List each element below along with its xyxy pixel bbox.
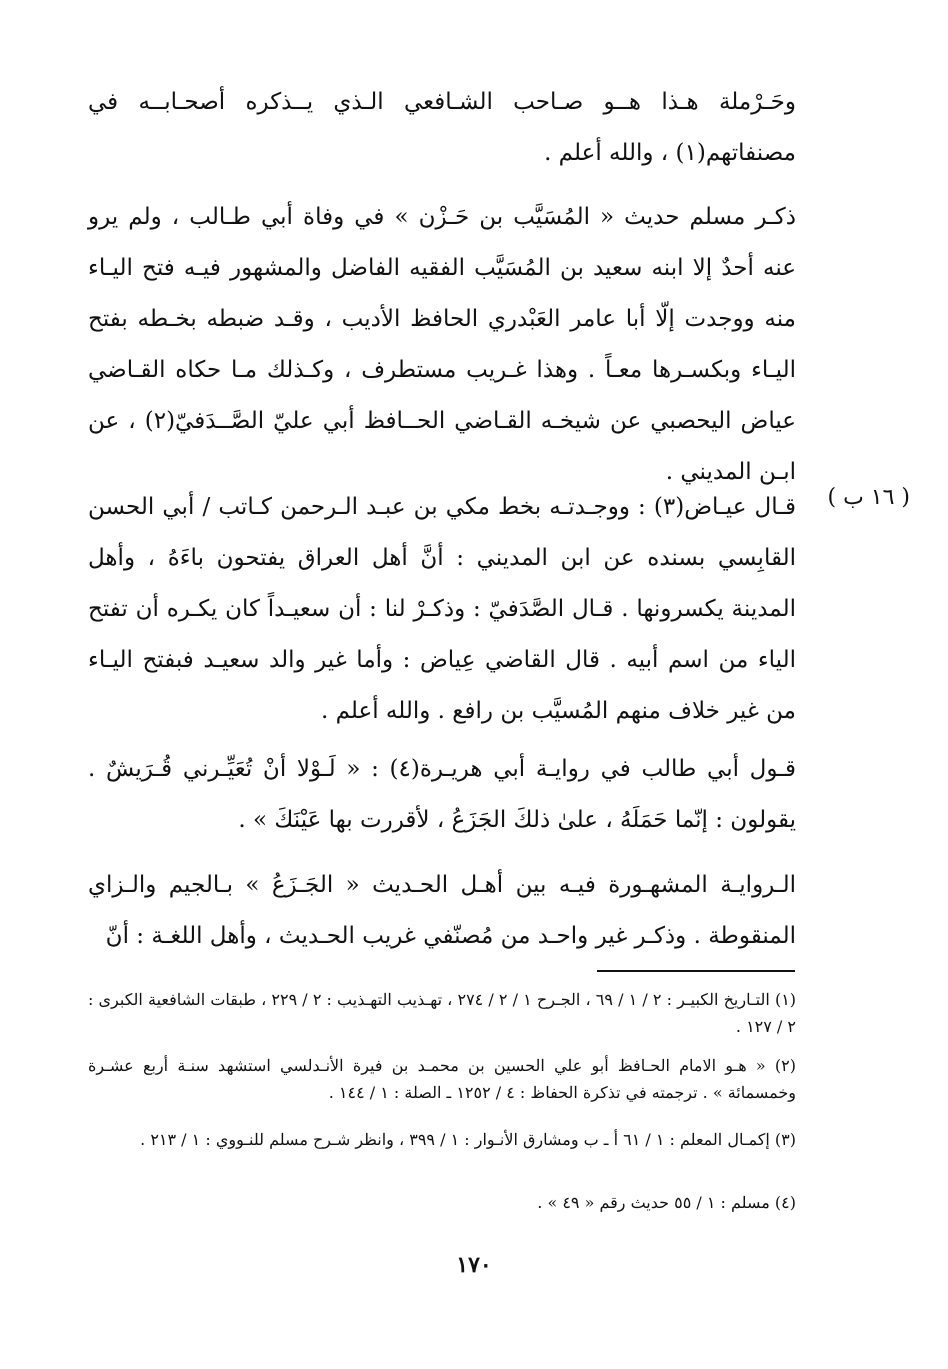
footnote-3: (٣) إكمـال المعلم : ١ / ٦١ أ ـ ب ومشارق الأنـوار : ١ / ٣٩٩ ، وانظر شـرح مسلم للنـووي : ١ / ٢١٣ . <box>140 1130 796 1149</box>
footnote-4: (٤) مسلم : ١ / ٥٥ حديث رقم « ٤٩ » . <box>537 1193 796 1212</box>
paragraph-abu-talib: قـول أبي طالب في روايـة أبي هريـرة(٤) : « لَـوْلا أنْ تُعَيِّـرني قُـرَيشٌ . يقولون : إنّما حَمَلَهُ ، علىٰ ذلكَ الجَزَعُ ، لأقررت بها عَيْنَكَ » . <box>88 756 796 833</box>
paragraph-riwaya: الـروايـة المشهـورة فيـه بين أهـل الحـديث « الجَـزَعُ » بـالجيم والـزاي المنقوطة . وذكـر غير واحـد من مُصنّفي غريب الحـديث ، وأهل اللغـة : أنّ <box>88 872 796 949</box>
marginal-folio-note: ( ١٦ ب ) <box>827 485 910 510</box>
page-number: ١٧٠ <box>456 1252 492 1278</box>
paragraph-harmala: وحَـرْملة هـذا هــو صـاحب الشـافعي الـذي يــذكره أصحـابــه في مصنفاتهم(١) ، والله أعلم . <box>88 89 796 166</box>
footnote-1: (١) التـاريخ الكبيـر : ٢ / ١ / ٦٩ ، الجـرح ١ / ٢ / ٢٧٤ ، تهـذيب التهـذيب : ٢ / ٢٢٩ ، طبقات الشافعية الكبرى : ٢ / ١٢٧ . <box>88 990 797 1036</box>
footnote-divider <box>597 970 795 972</box>
paragraph-musayyab: ذكـر مسلم حديث « المُسَيَّب بن حَـزْن » في وفاة أبي طـالب ، ولم يرو عنه أحدٌ إلا ابنه سعيد بن المُسَيَّب الفقيه الفاضل والمشهور فيـه فتح اليـاء منه ووجدت إلّا أبا عامر العَبْدري الحافظ الأديب ، وقـد ضبطه بخـطه بفتح اليـاء وبكسـرها معـاً . وهذا غـريب مستطرف ، وكـذلك مـا حكاه القـاضي عياض اليحصبي عن شيخـه القـاضي الحــافظ أبي عليّ الصَّــدَفيّ(٢) ، عن ابـن المديني . <box>88 204 796 485</box>
paragraph-iyad: قـال عيـاض(٣) : ووجـدتـه بخط مكي بن عبـد الـرحمن كـاتب / أبي الحسن القابِسي بسنده عن ابن المديني : أنَّ أهل العراق يفتحون باءَهُ ، وأهل المدينة يكسرونها . قـال الصَّدَفيّ : وذكـرْ لنا : أن سعيـداً كان يكـره أن تفتح الياء من اسم أبيه . قال القاضي عِياض : وأما غير والد سعيـد فبفتح اليـاء من غير خلاف منهم المُسيَّب بن رافع . والله أعلم . <box>88 494 797 724</box>
footnote-2: (٢) « هـو الامام الحـافظ أبو علي الحسين بن محمـد بن فيرة الأنـدلسي استشهد سنـة أربع عشـرة وخمسمائة » . ترجمته في تذكرة الحفاظ : ٤ / ١٢٥٢ ـ الصلة : ١ / ١٤٤ . <box>88 1056 796 1102</box>
